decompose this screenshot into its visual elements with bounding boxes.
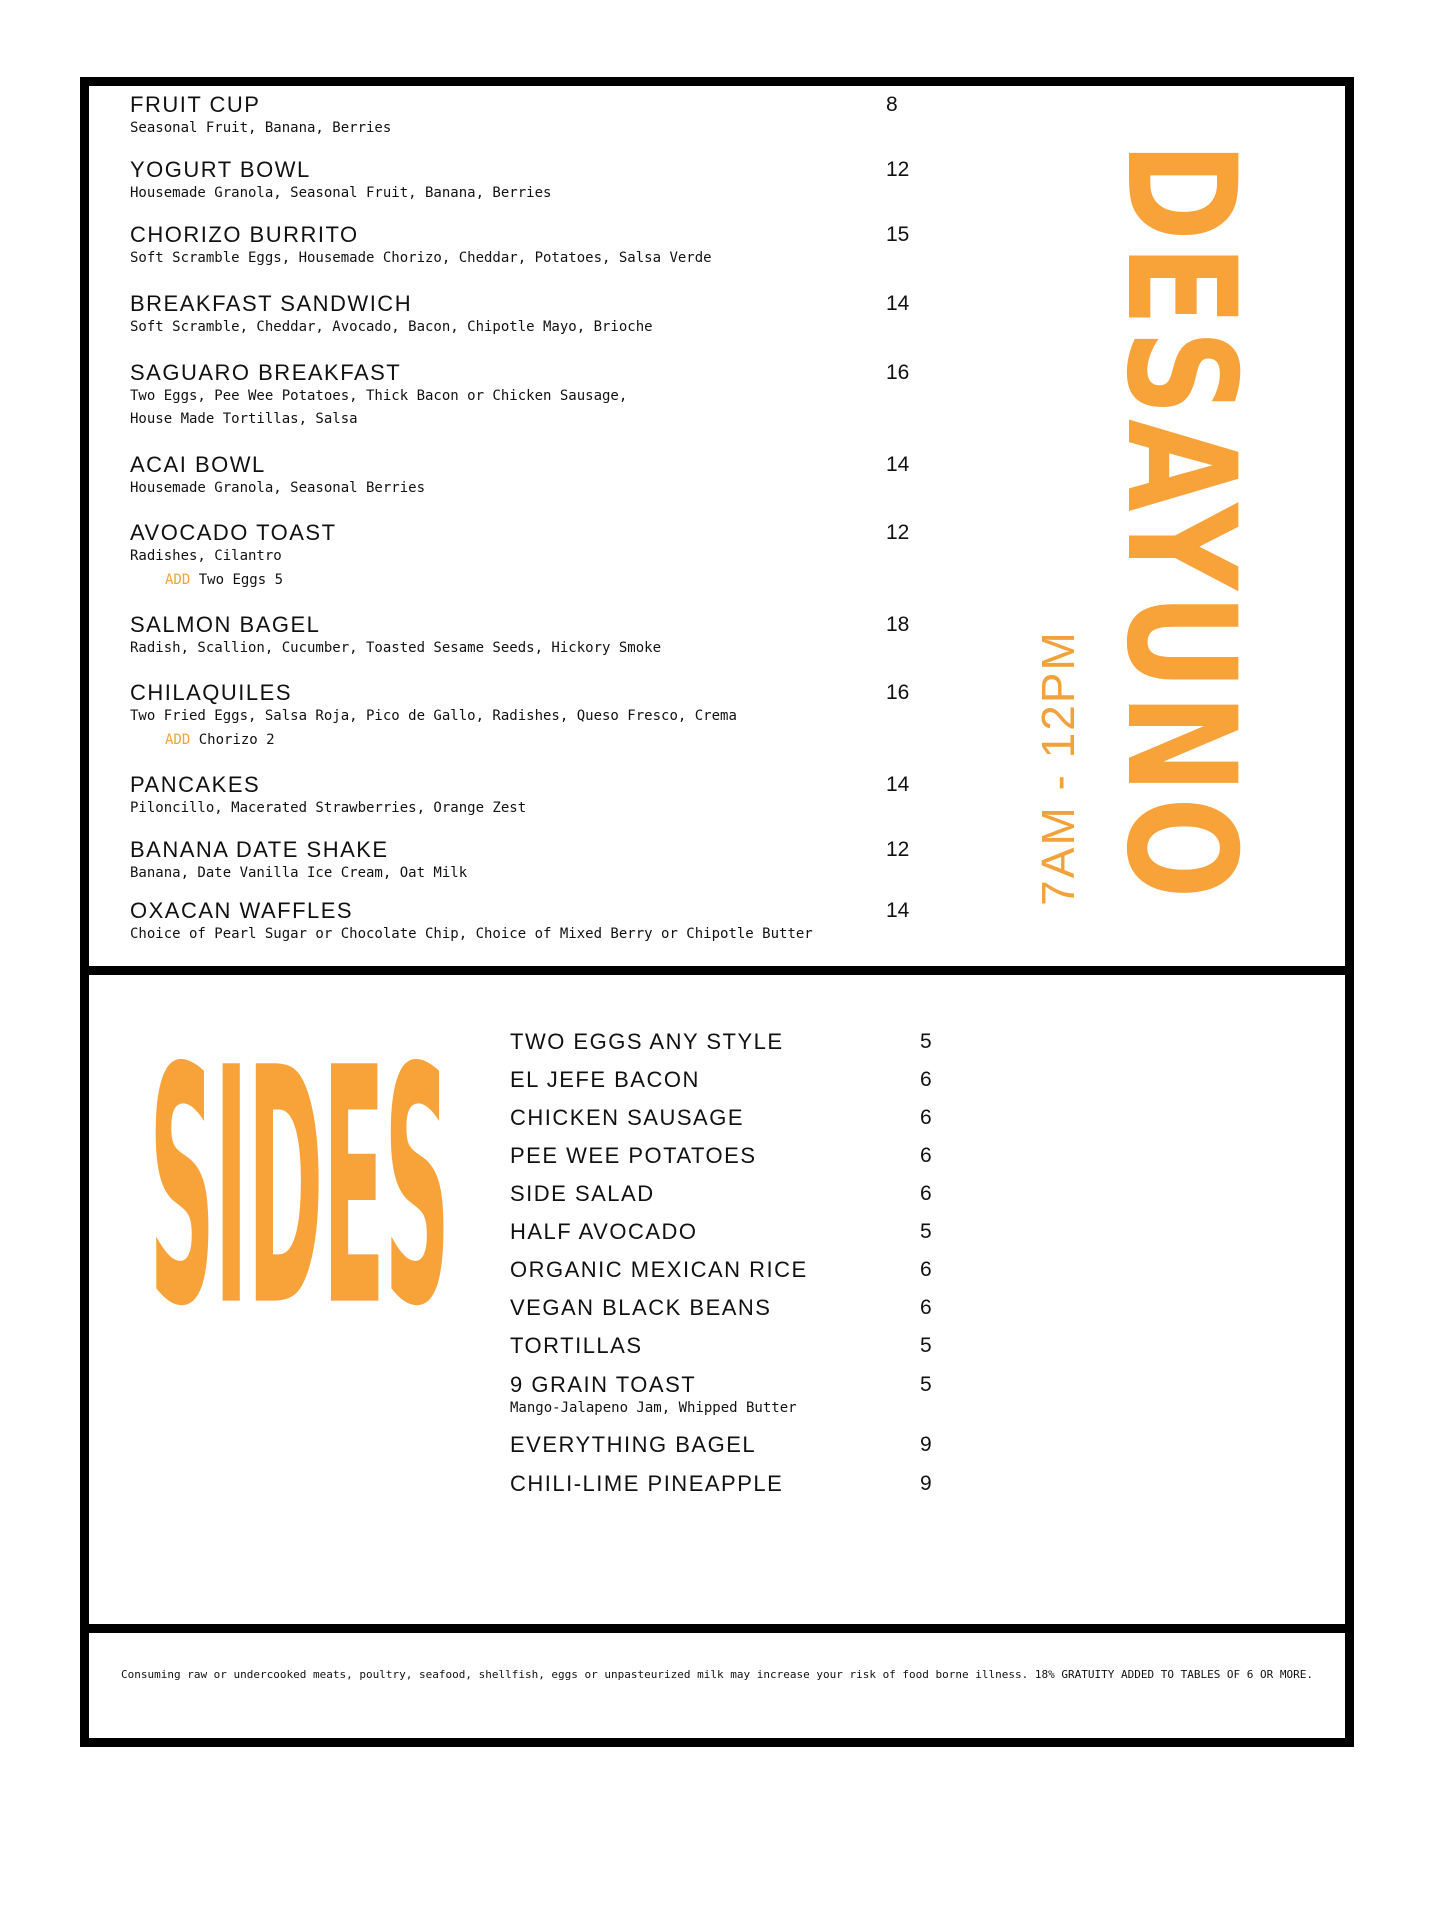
menu-item-price: 18	[886, 613, 910, 636]
menu-item-addon	[165, 572, 283, 588]
side-item-price: 5	[920, 1220, 932, 1243]
menu-item-price: 14	[886, 773, 910, 796]
side-item-name: CHILI-LIME PINEAPPLE	[510, 1471, 784, 1496]
menu-item-description: Piloncillo, Macerated Strawberries, Orange Zest	[130, 800, 527, 816]
menu-item-description: Housemade Granola, Seasonal Berries	[130, 480, 426, 496]
side-item-price: 6	[920, 1068, 932, 1091]
sides-title-text: SIDES	[148, 1028, 450, 1350]
menu-item-description: Choice of Pearl Sugar or Chocolate Chip, Choice of Mixed Berry or Chipotle Butter	[130, 926, 813, 942]
side-item-name: ORGANIC MEXICAN RICE	[510, 1257, 808, 1282]
addon-text: Chorizo 2	[198, 732, 275, 748]
menu-item-name: CHORIZO BURRITO	[130, 222, 359, 247]
menu-item-name: CHILAQUILES	[130, 680, 292, 705]
side-item-name: SIDE SALAD	[510, 1181, 655, 1206]
side-item-name: EL JEFE BACON	[510, 1067, 700, 1092]
menu-item-name: SALMON BAGEL	[130, 612, 321, 637]
menu-item-price: 12	[886, 158, 910, 181]
section-divider	[80, 966, 1354, 975]
menu-item-name: ACAI BOWL	[130, 452, 266, 477]
menu-item-price: 14	[886, 292, 910, 315]
side-item-price: 6	[920, 1106, 932, 1129]
menu-item-name: BANANA DATE SHAKE	[130, 837, 389, 862]
menu-item-description: Seasonal Fruit, Banana, Berries	[130, 120, 392, 136]
menu-item-description: Housemade Granola, Seasonal Fruit, Banana, Berries	[130, 185, 552, 201]
menu-item-price: 12	[886, 838, 910, 861]
sides-title	[146, 1028, 452, 1350]
menu-item-name: YOGURT BOWL	[130, 157, 311, 182]
side-item-name: PEE WEE POTATOES	[510, 1143, 757, 1168]
menu-item-description: Radishes, Cilantro	[130, 548, 282, 564]
menu-item-price: 12	[886, 521, 910, 544]
menu-item-description: Soft Scramble, Cheddar, Avocado, Bacon, Chipotle Mayo, Brioche	[130, 319, 653, 335]
disclaimer: Consuming raw or undercooked meats, poultry, seafood, shellfish, eggs or unpasteurized milk may increase your risk of food borne illness. 18% GRATUITY ADDED TO TABLES OF 6 OR MORE.	[120, 1668, 1314, 1681]
addon-label: ADD	[165, 572, 191, 588]
side-item-description: Mango-Jalapeno Jam, Whipped Butter	[510, 1400, 797, 1416]
side-item-name: TWO EGGS ANY STYLE	[510, 1029, 784, 1054]
menu-item-name: SAGUARO BREAKFAST	[130, 360, 402, 385]
side-item-price: 6	[920, 1144, 932, 1167]
menu-item-description: Two Eggs, Pee Wee Potatoes, Thick Bacon or Chicken Sausage,	[130, 388, 628, 404]
menu-item-description: Radish, Scallion, Cucumber, Toasted Sesame Seeds, Hickory Smoke	[130, 640, 662, 656]
menu-item-price: 8	[886, 93, 898, 116]
menu-item-price: 14	[886, 899, 910, 922]
side-item-price: 9	[920, 1472, 932, 1495]
menu-item-description: Banana, Date Vanilla Ice Cream, Oat Milk	[130, 865, 468, 881]
side-item-price: 6	[920, 1296, 932, 1319]
side-item-price: 5	[920, 1030, 932, 1053]
menu-item-addon	[165, 732, 275, 748]
section-divider	[80, 1624, 1354, 1633]
menu-item-description: Soft Scramble Eggs, Housemade Chorizo, Cheddar, Potatoes, Salsa Verde	[130, 250, 712, 266]
desayuno-title: DESAYUNO	[1093, 141, 1267, 903]
side-item-name: CHICKEN SAUSAGE	[510, 1105, 744, 1130]
side-item-name: 9 GRAIN TOAST	[510, 1372, 697, 1397]
menu-item-name: FRUIT CUP	[130, 92, 261, 117]
side-item-price: 5	[920, 1334, 932, 1357]
addon-text: Two Eggs 5	[198, 572, 284, 588]
side-item-price: 9	[920, 1433, 932, 1456]
menu-item-name: BREAKFAST SANDWICH	[130, 291, 413, 316]
side-item-name: TORTILLAS	[510, 1333, 643, 1358]
addon-label: ADD	[165, 732, 191, 748]
menu-item-name: PANCAKES	[130, 772, 261, 797]
menu-item-name: AVOCADO TOAST	[130, 520, 337, 545]
menu-item-price: 16	[886, 361, 910, 384]
menu-item-price: 16	[886, 681, 910, 704]
menu-item-description: Two Fried Eggs, Salsa Roja, Pico de Gallo, Radishes, Queso Fresco, Crema	[130, 708, 737, 724]
side-item-name: VEGAN BLACK BEANS	[510, 1295, 772, 1320]
menu-item-description: House Made Tortillas, Salsa	[130, 411, 358, 427]
breakfast-hours: 7AM - 12PM	[1032, 630, 1084, 906]
side-item-name: EVERYTHING BAGEL	[510, 1432, 757, 1457]
side-item-price: 5	[920, 1373, 932, 1396]
menu-item-price: 14	[886, 453, 910, 476]
side-item-price: 6	[920, 1182, 932, 1205]
menu-item-name: OXACAN WAFFLES	[130, 898, 354, 923]
side-item-price: 6	[920, 1258, 932, 1281]
menu-item-price: 15	[886, 223, 910, 246]
side-item-name: HALF AVOCADO	[510, 1219, 698, 1244]
